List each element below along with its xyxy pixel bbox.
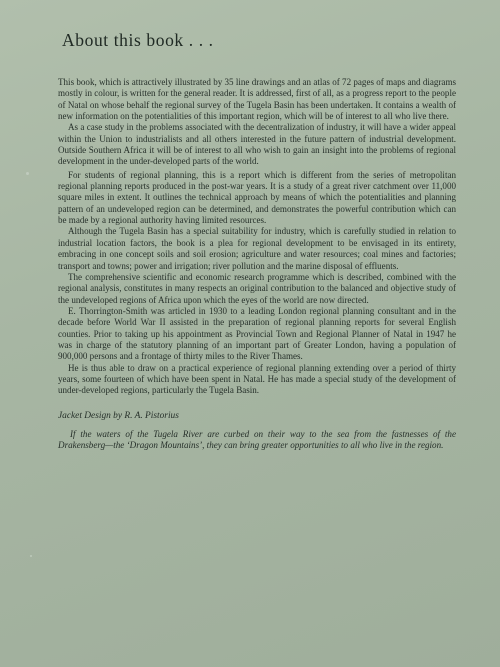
paragraph-author-experience: He is thus able to draw on a practical experience of regional planning extending over a period of thirty years, some fourteen of which have been spent in Natal. He has made a special study of the development of under-developed regions, particularly the Tugela Basin. [58, 362, 456, 396]
jacket-design-credit: Jacket Design by R. A. Pistorius [58, 410, 179, 421]
paragraph-industry-appeal: As a case study in the problems associated with the decentralization of industry, it will have a wider appeal within the Union to industrialists and all others interested in the future pattern of industrial development. Outside Southern Africa it will be of interest to all who wish to gain an insight into the problems of regional development in the under-developed parts of the world. [58, 122, 456, 167]
paper-speck [26, 172, 29, 175]
description-body [58, 77, 456, 397]
book-jacket-flap [58, 30, 456, 452]
paragraph-author-background: E. Thorrington-Smith was articled in 1930 to a leading London regional planning consultant and in the decade before World War II assisted in the preparation of regional planning reports for several English counties. Prior to taking up his appointment as Provincial Town and Regional Planner of Natal in 1947 he was in charge of the statutory planning of an important part of Greater London, having a population of 900,000 persons and a frontage of thirty miles to the River Thames. [58, 305, 456, 362]
paragraph-overview: This book, which is attractively illustrated by 35 line drawings and an atlas of 72 pages of maps and diagrams mostly in colour, is written for the general reader. It is addressed, first of all, as a progress report to the people of Natal on whose behalf the regional survey of the Tugela Basin has been undertaken. It contains a wealth of new information on the potentialities of this important region, which will be of interest to all who live there. [58, 77, 456, 122]
paper-speck [30, 555, 32, 557]
paragraph-research-programme: The comprehensive scientific and economic research programme which is described, combined with the regional analysis, constitutes in many respects an original contribution to the balanced and objective study of the undeveloped regions of Africa upon which the eyes of the world are now directed. [58, 271, 456, 305]
paragraph-tugela-suitability: Although the Tugela Basin has a special suitability for industry, which is carefully studied in relation to industrial location factors, the book is a plea for regional development to be envisaged in its entirety, embracing in one concept soils and soil erosion; agriculture and water resources; coal mines and factories; transport and towns; power and irrigation; river pollution and the marine disposal of effluents. [58, 226, 456, 271]
page-title: About this book . . . [62, 30, 214, 50]
paragraph-regional-planning: For students of regional planning, this is a report which is different from the series of metropolitan regional planning reports produced in the post-war years. It is a study of a great river catchment over 11,000 square miles in extent. It outlines the technical approach by means of which the potentialities and planning pattern of an undeveloped region can be determined, and demonstrates the powerful contribution which can be made by a regional authority having limited resources. [58, 169, 456, 226]
closing-quote: If the waters of the Tugela River are curbed on their way to the sea from the fastnesses of the Drakensberg—the ‘Dragon Mountains’, they can bring greater opportunities to all who live in the region. [58, 428, 456, 451]
